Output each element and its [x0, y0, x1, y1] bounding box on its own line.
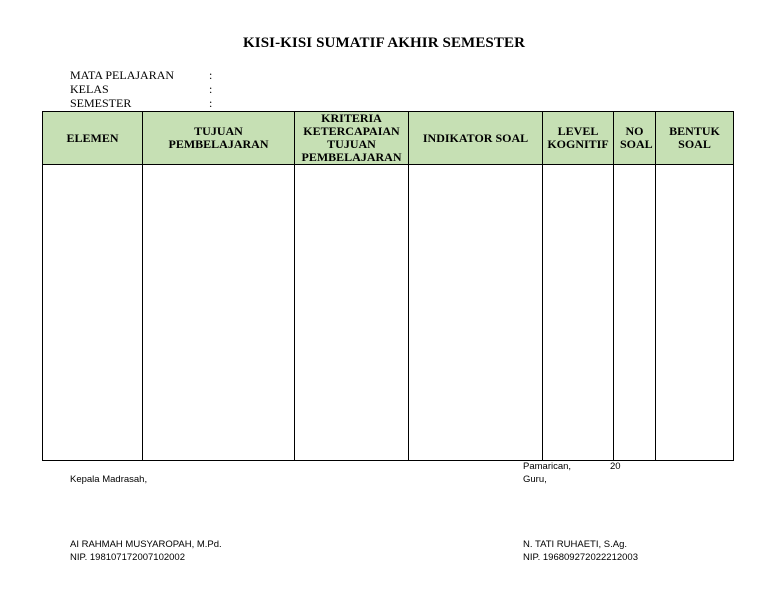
meta-colon: : [209, 96, 213, 110]
cell-level-kognitif[interactable] [543, 165, 614, 461]
right-signature-name: N. TATI RUHAETI, S.Ag. [523, 539, 627, 550]
header-bentuk-soal: BENTUK SOAL [656, 112, 734, 165]
place-text: Pamarican, [523, 461, 572, 472]
meta-label-semester: SEMESTER [70, 96, 132, 110]
right-signature-year: 20 [610, 461, 621, 472]
table-header-row [43, 112, 734, 165]
header-level-kognitif: LEVEL KOGNITIF [543, 112, 614, 165]
left-signature-name: AI RAHMAH MUSYAROPAH, M.Pd. [70, 539, 222, 550]
header-kriteria-ketercapaian: KRITERIA KETERCAPAIAN TUJUAN PEMBELAJARAN [295, 112, 409, 165]
header-indikator-soal: INDIKATOR SOAL [409, 112, 543, 165]
header-no-soal: NO SOAL [614, 112, 656, 165]
document-title: KISI-KISI SUMATIF AKHIR SEMESTER [242, 35, 526, 51]
header-tujuan-pembelajaran: TUJUAN PEMBELAJARAN [143, 112, 295, 165]
meta-colon: : [209, 68, 213, 82]
cell-indikator-soal[interactable] [409, 165, 543, 461]
meta-label-class: KELAS [70, 82, 109, 96]
cell-elemen[interactable] [43, 165, 143, 461]
kisi-kisi-table [42, 111, 734, 461]
meta-colon: : [209, 82, 213, 96]
meta-label-subject: MATA PELAJARAN [70, 68, 175, 82]
right-signature-nip: NIP. 196809272022212003 [523, 552, 638, 563]
left-signature-role: Kepala Madrasah, [70, 474, 148, 485]
table-row [43, 165, 734, 461]
cell-no-soal[interactable] [614, 165, 656, 461]
cell-tujuan-pembelajaran[interactable] [143, 165, 295, 461]
right-signature-place [523, 460, 571, 473]
header-elemen: ELEMEN [43, 112, 143, 165]
cell-kriteria-ketercapaian[interactable] [295, 165, 409, 461]
cell-bentuk-soal[interactable] [656, 165, 734, 461]
left-signature-nip: NIP. 198107172007102002 [70, 552, 185, 563]
right-signature-role: Guru, [523, 474, 547, 485]
